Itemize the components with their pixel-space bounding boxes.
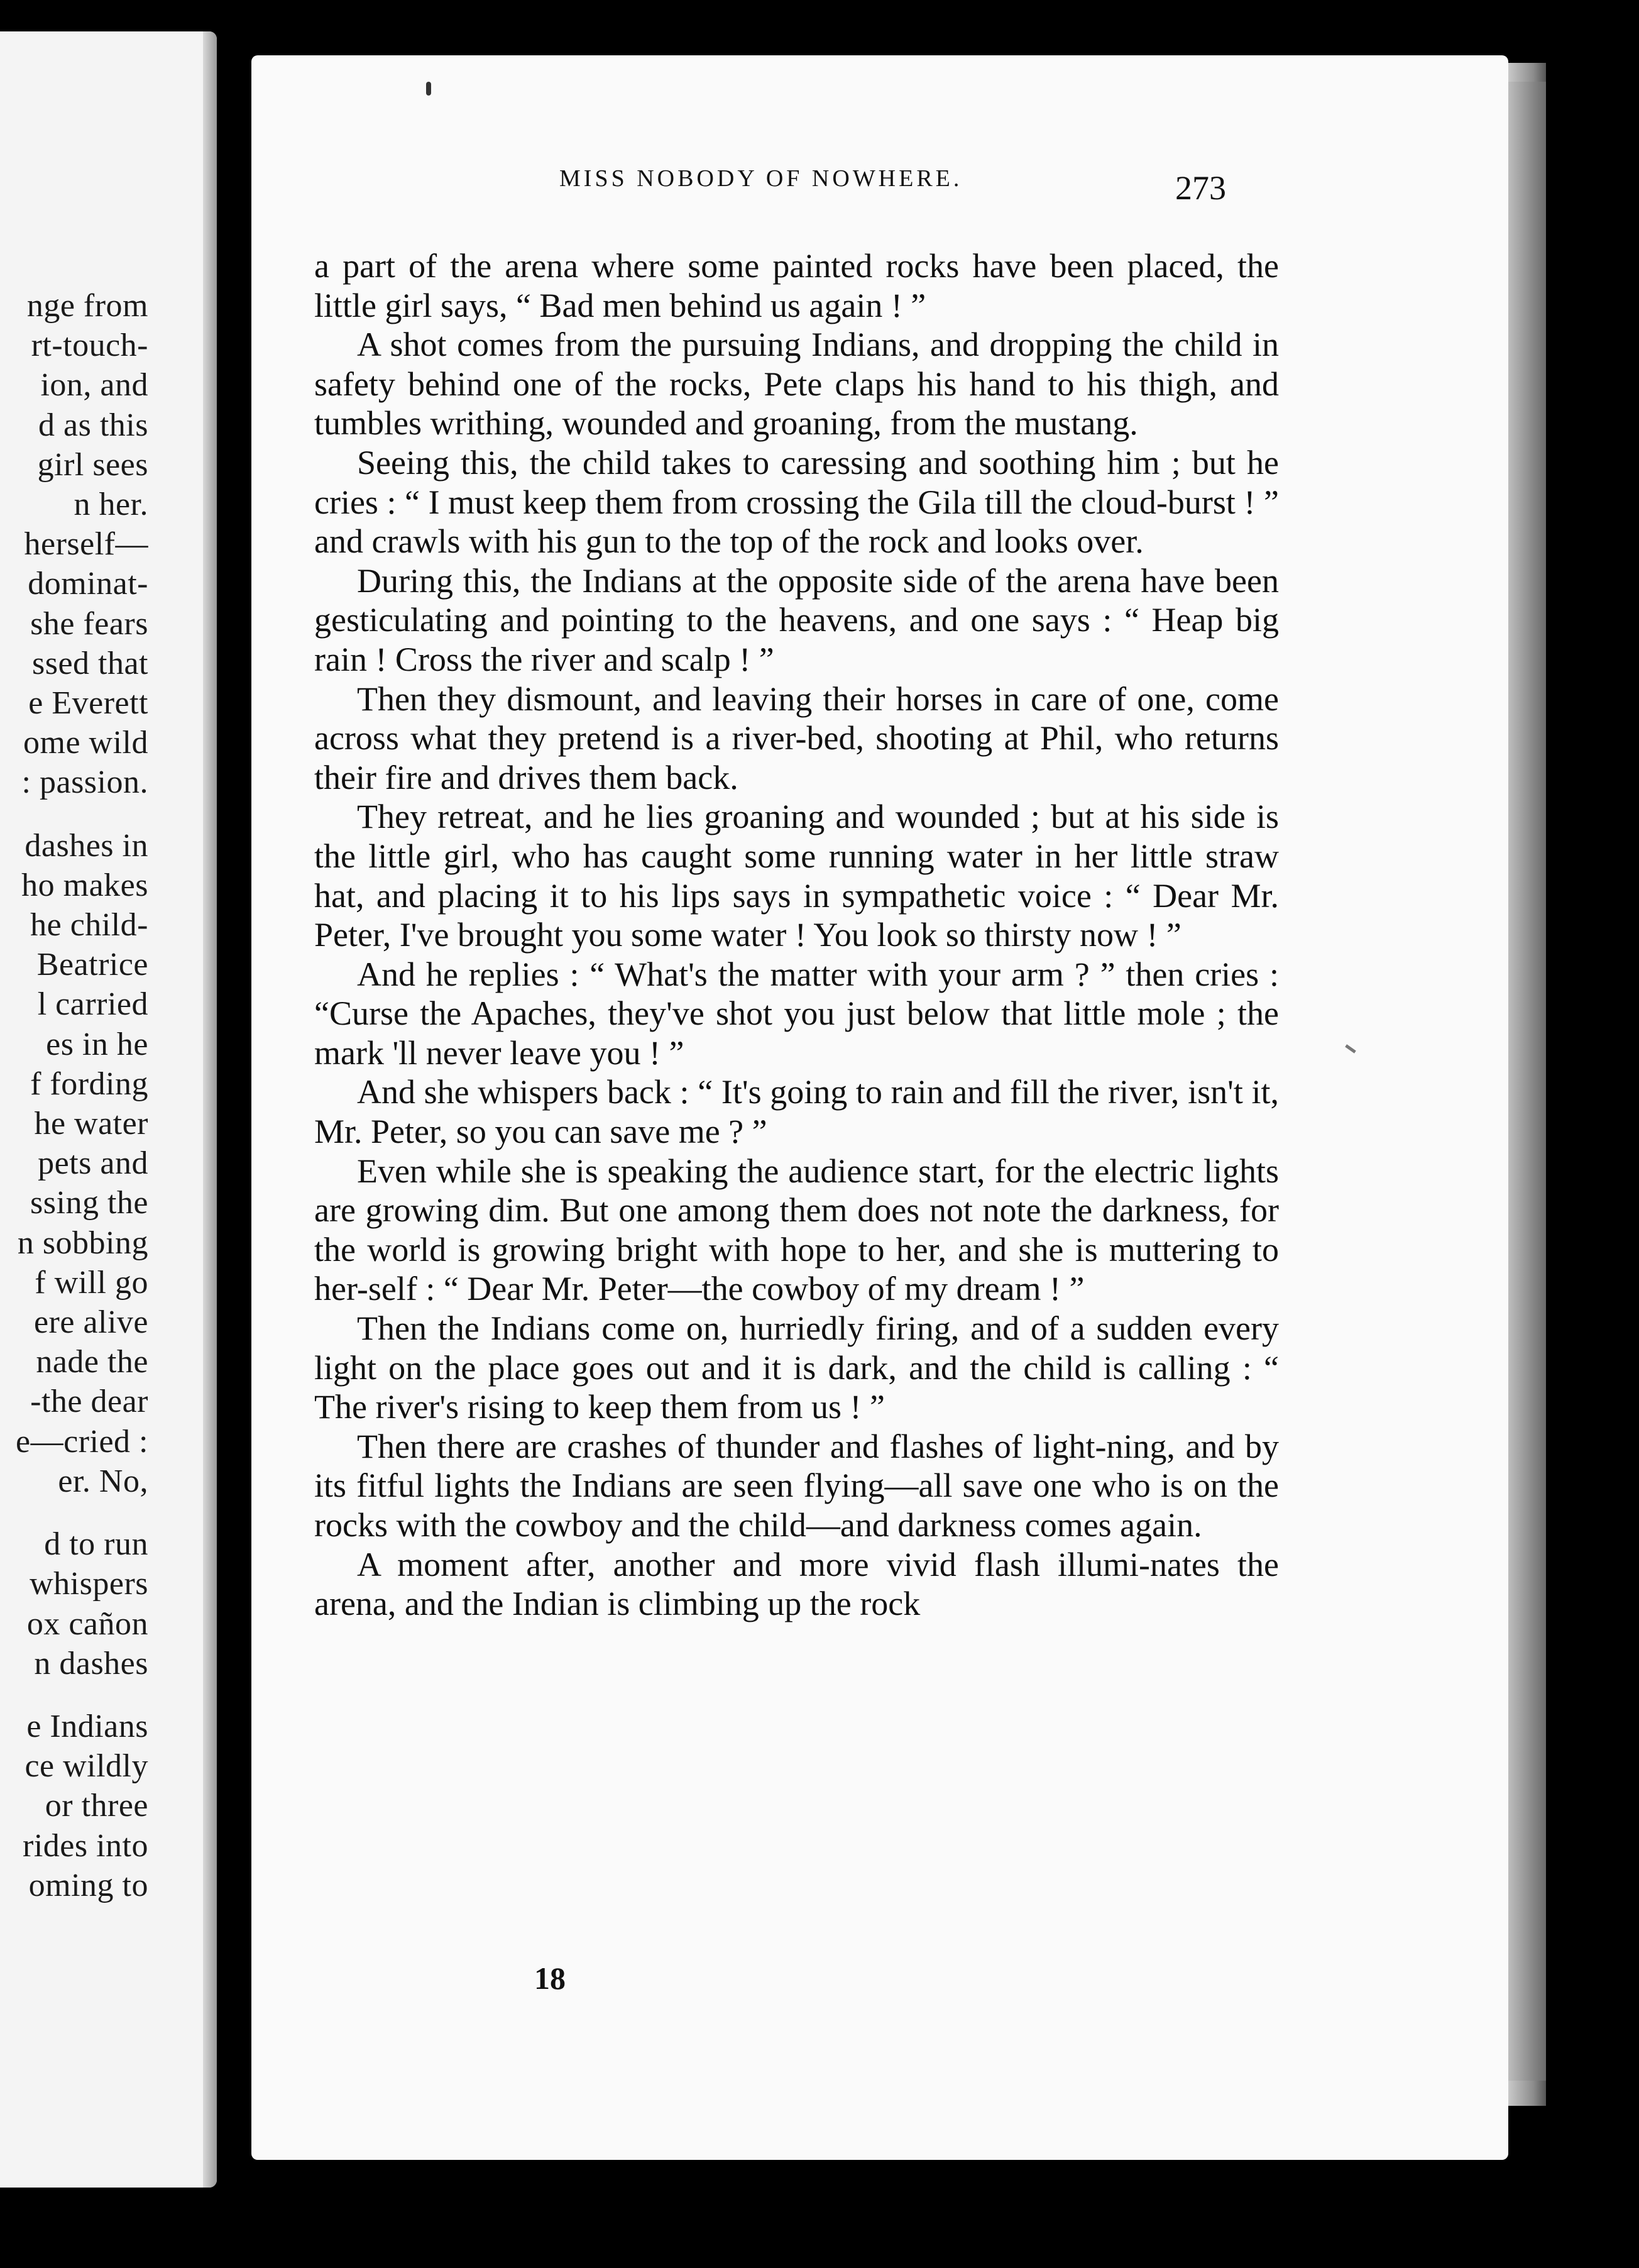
paragraph: a part of the arena where some painted rocks have been placed, the little girl says, “ Bad men behind us again ! ” bbox=[314, 247, 1279, 324]
left-page-line: ion, and bbox=[40, 367, 148, 404]
left-page-text bbox=[0, 286, 148, 1905]
left-page-gap bbox=[0, 1501, 148, 1524]
left-page-spine-shadow bbox=[203, 31, 217, 2188]
left-page-line: herself— bbox=[24, 526, 148, 563]
left-page-line: ere alive bbox=[33, 1304, 148, 1341]
left-page-line: whispers bbox=[30, 1566, 148, 1602]
left-page-line: dominat- bbox=[28, 566, 148, 602]
left-page-line: ce wildly bbox=[25, 1748, 148, 1785]
left-page-gap bbox=[0, 1683, 148, 1707]
left-page-line: nge from bbox=[26, 288, 148, 324]
left-page-line: d as this bbox=[38, 407, 148, 443]
left-page-line: ssed that bbox=[31, 645, 148, 681]
left-page-line: she fears bbox=[30, 605, 148, 642]
left-page-line: nade the bbox=[36, 1344, 148, 1380]
left-page-line: er. No, bbox=[58, 1463, 148, 1499]
paragraph: During this, the Indians at the opposite side of the arena have been gesticulating and pointing to the heavens, and one says : “ Heap big rain ! Cross the river and scalp ! ” bbox=[314, 561, 1279, 678]
left-page-line: e Indians bbox=[26, 1708, 148, 1744]
left-page-line: Beatrice bbox=[36, 947, 148, 983]
paragraph: And she whispers back : “ It's going to rain and fill the river, isn't it, Mr. Peter, so you can save me ? ” bbox=[314, 1073, 1279, 1151]
left-page-gap bbox=[0, 803, 148, 826]
left-page bbox=[0, 31, 217, 2188]
left-page-line: he child- bbox=[30, 907, 148, 944]
left-page-line: es in he bbox=[46, 1026, 148, 1062]
paragraph: Seeing this, the child takes to caressing and soothing him ; but he cries : “ I must keep them from crossing the Gila till the cloud-burst ! ” and crawls with his gun to the top of the rock and looks over. bbox=[314, 443, 1279, 561]
paragraph: Then there are crashes of thunder and flashes of light-ning, and by its fitful lights the Indians are seen flying—all save one who is on the rocks with the cowboy and the child—and darkness comes again. bbox=[314, 1427, 1279, 1544]
left-page-line: n her. bbox=[74, 487, 148, 523]
signature-mark: 18 bbox=[534, 1961, 566, 1996]
left-page-line: rides into bbox=[23, 1827, 148, 1864]
left-page-line: : passion. bbox=[21, 764, 148, 801]
left-page-line: or three bbox=[45, 1788, 148, 1824]
left-page-line: e—cried : bbox=[16, 1423, 148, 1460]
page-edges-shadow bbox=[1508, 82, 1546, 2081]
paragraph: A moment after, another and more vivid flash illumi-nates the arena, and the Indian is climbing up the rock bbox=[314, 1545, 1279, 1623]
left-page-line: dashes in bbox=[25, 827, 148, 864]
paragraph: Then they dismount, and leaving their horses in care of one, come across what they pretend is a river-bed, shooting at Phil, who returns their fire and drives them back. bbox=[314, 680, 1279, 796]
left-page-line: n sobbing bbox=[17, 1225, 148, 1261]
left-page-line: ho makes bbox=[21, 867, 148, 903]
paragraph: A shot comes from the pursuing Indians, and dropping the child in safety behind one of the rocks, Pete claps his hand to his thigh, and tumbles writhing, wounded and groaning, from the mustang. bbox=[314, 326, 1279, 443]
left-page-line: he water bbox=[34, 1106, 148, 1142]
left-page-line: -the dear bbox=[30, 1384, 148, 1420]
left-page-line: f will go bbox=[35, 1264, 148, 1301]
paragraph: And he replies : “ What's the matter with your arm ? ” then cries : “Curse the Apaches, they've shot you just below that little mole ; the mark 'll never leave you ! ” bbox=[314, 955, 1279, 1072]
left-page-line: pets and bbox=[38, 1145, 148, 1182]
left-page-line: rt-touch- bbox=[31, 328, 148, 364]
page-number: 273 bbox=[1175, 169, 1226, 207]
body-text bbox=[314, 246, 1279, 1624]
left-page-line: oming to bbox=[28, 1867, 148, 1903]
book-gutter bbox=[217, 50, 255, 2213]
left-page-line: ox cañon bbox=[26, 1605, 148, 1642]
left-page-line: d to run bbox=[44, 1526, 148, 1563]
ink-speck bbox=[426, 82, 431, 96]
left-page-line: l carried bbox=[37, 986, 148, 1023]
left-page-line: girl sees bbox=[37, 446, 148, 483]
left-page-line: ome wild bbox=[23, 725, 148, 761]
left-page-line: n dashes bbox=[34, 1645, 148, 1682]
running-head: MISS NOBODY OF NOWHERE. bbox=[559, 165, 963, 192]
paragraph: They retreat, and he lies groaning and wounded ; but at his side is the little girl, who has caught some running water in her little straw hat, and placing it to his lips says in sympathetic voice : “ Dear Mr. Peter, I've brought you some water ! You look so thirsty now ! ” bbox=[314, 798, 1279, 954]
paragraph: Even while she is speaking the audience start, for the electric lights are growing dim. But one among them does not note the darkness, for the world is growing bright with hope to her, and she is muttering to her-self : “ Dear Mr. Peter—the cowboy of my dream ! ” bbox=[314, 1152, 1279, 1308]
left-page-line: f fording bbox=[30, 1065, 148, 1102]
paragraph: Then the Indians come on, hurriedly firing, and of a sudden every light on the place goes out and it is dark, and the child is calling : “ The river's rising to keep them from us ! ” bbox=[314, 1309, 1279, 1426]
left-page-line: ssing the bbox=[30, 1185, 148, 1221]
left-page-line: e Everett bbox=[28, 685, 148, 722]
